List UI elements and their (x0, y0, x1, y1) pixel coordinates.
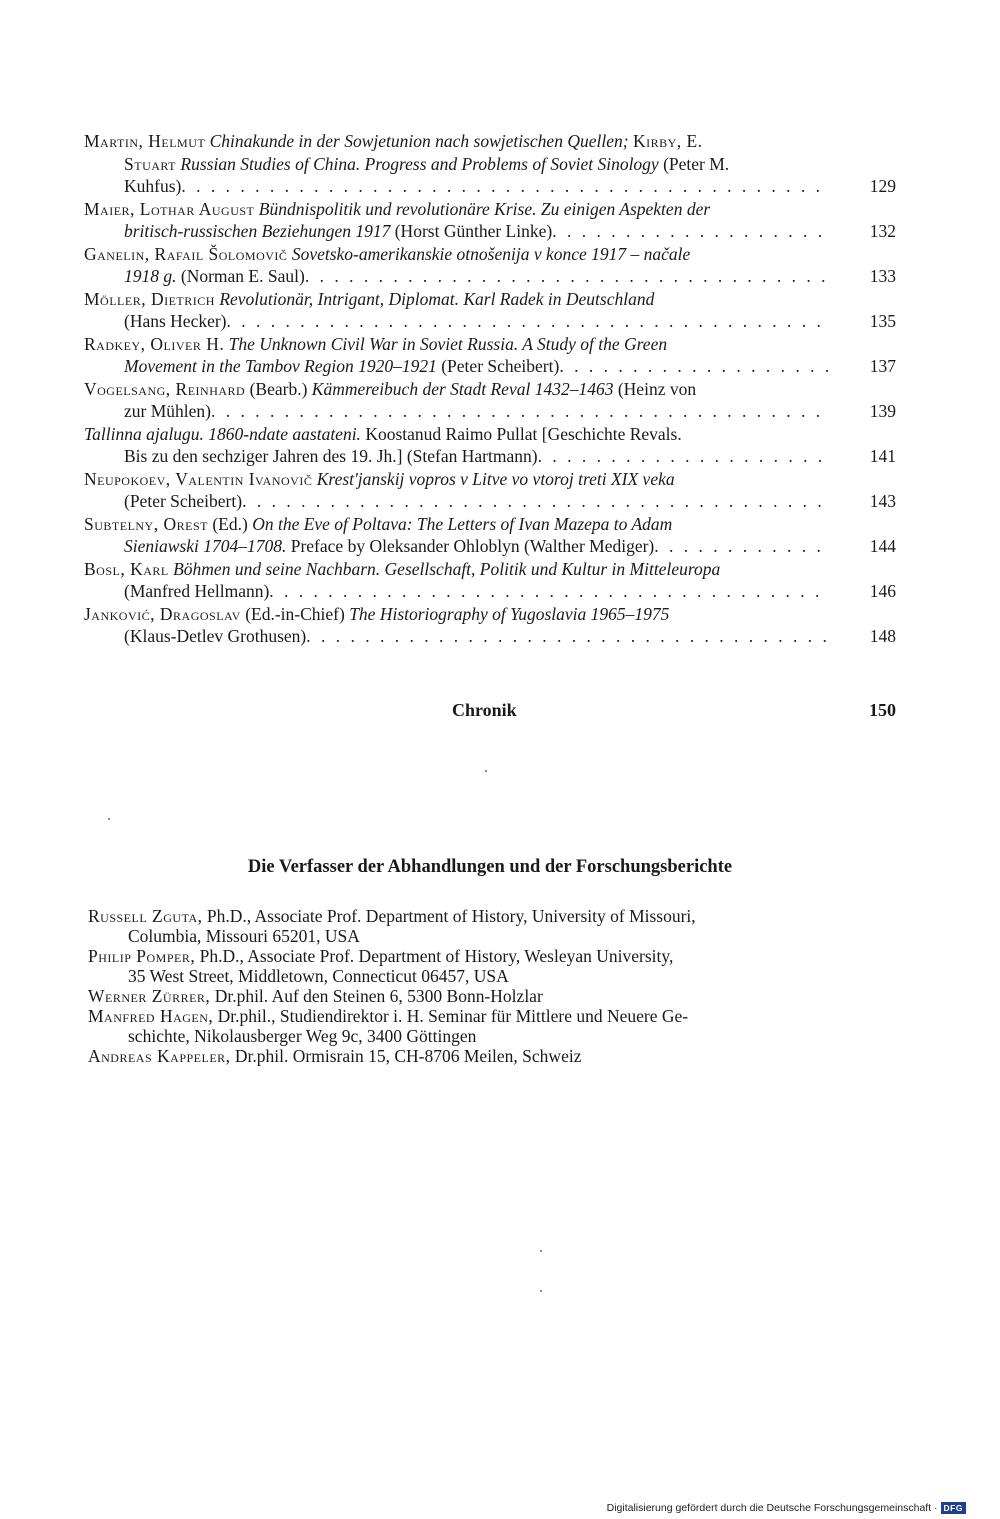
toc-entry-last-line (84, 625, 831, 648)
author-entry (88, 1046, 896, 1066)
toc-entry (84, 468, 896, 513)
book-title: Sieniawski 1704–1708. (124, 536, 287, 556)
leader-dots (305, 265, 831, 288)
author-name: Russell Zguta, (88, 906, 203, 926)
author-name: Stuart (124, 153, 177, 174)
page-number: 135 (869, 311, 896, 331)
page-number: 132 (869, 221, 896, 241)
leader-dots (654, 535, 831, 558)
reviewer: (Norman E. Saul) (180, 266, 305, 286)
reviewer: (Peter M. (663, 153, 730, 174)
author-affiliation: Ph.D., Associate Prof. Department of History, Wesleyan University, (199, 946, 674, 966)
reviewer: (Horst Günther Linke) (394, 221, 553, 241)
author-name: Martin, Helmut (84, 131, 206, 151)
reviewer: (Hans Hecker) (124, 311, 227, 331)
book-title: Bündnispolitik und revolutionäre Krise. Zu einigen Aspekten der (258, 198, 711, 219)
footer-text: Digitalisierung gefördert durch die Deutsche Forschungsgemeinschaft · (606, 1502, 938, 1514)
leader-dots (306, 625, 831, 648)
reviewer: (Heinz von (617, 378, 697, 399)
toc-entry (84, 198, 896, 243)
authors-list (88, 906, 896, 1066)
author-address: Columbia, Missouri 65201, USA (128, 926, 360, 946)
reviewer: (Manfred Hellmann) (124, 581, 270, 601)
author-name: Bosl, Karl (84, 558, 169, 579)
reviewer: (Peter Scheibert) (441, 356, 560, 376)
book-title: Böhmen und seine Nachbarn. Gesellschaft, Politik und Kultur in Mitteleuropa (173, 558, 721, 579)
author-affiliation: Ph.D., Associate Prof. Department of History, University of Missouri, (206, 906, 696, 926)
editor-note: (Ed.-in-Chief) (245, 603, 345, 624)
toc-entry-line (84, 603, 831, 626)
toc-entry-line (84, 333, 831, 356)
author-name: Radkey, Oliver H. (84, 333, 225, 354)
toc-entry (84, 423, 896, 468)
page-number: 139 (869, 401, 896, 421)
author-name: Manfred Hagen, (88, 1006, 214, 1026)
reviewer: zur Mühlen) (124, 401, 211, 421)
digitization-footer (607, 1502, 966, 1514)
author-affiliation: Dr.phil. Ormisrain 15, CH-8706 Meilen, Schweiz (234, 1046, 582, 1066)
author-name: Philip Pomper, (88, 946, 196, 966)
toc-entry-last-line (84, 535, 831, 558)
reviewer: Preface by Oleksander Ohloblyn (Walther Mediger) (290, 536, 655, 556)
toc-entry-line (84, 243, 831, 266)
toc-entry (84, 558, 896, 603)
reviewer: Bis zu den sechziger Jahren des 19. Jh.] (Stefan Hartmann) (124, 446, 538, 466)
page-number: 144 (869, 536, 896, 556)
book-title: Revolutionär, Intrigant, Diplomat. Karl Radek in Deutschland (219, 288, 655, 309)
author-entry (88, 986, 896, 1006)
toc-entry-last-line (84, 310, 831, 333)
leader-dots (538, 445, 831, 468)
authors-heading: Die Verfasser der Abhandlungen und der Forschungsberichte (247, 857, 733, 877)
toc-entry (84, 243, 896, 288)
toc-entry-last-line (84, 220, 831, 243)
book-title: Movement in the Tambov Region 1920–1921 (124, 356, 437, 376)
editor-note: (Bearb.) (249, 378, 308, 399)
toc-entry (84, 603, 896, 648)
book-title: On the Eve of Poltava: The Letters of Ivan Mazepa to Adam (252, 513, 673, 534)
leader-dots (211, 400, 831, 423)
page-number: 137 (869, 356, 896, 376)
book-title: Krest'janskij vopros v Litve vo vtoroj treti XIX veka (316, 468, 675, 489)
toc-entry-line (84, 130, 831, 153)
author-name: Neupokoev, Valentin Ivanovič (84, 468, 313, 489)
toc-entry-line (84, 378, 831, 401)
toc-entry-last-line (84, 175, 831, 198)
toc-entry-last-line (84, 400, 831, 423)
book-title: Kämmereibuch der Stadt Reval 1432–1463 (311, 378, 614, 399)
dfg-logo: DFG (941, 1502, 966, 1514)
editor-note: (Ed.) (212, 513, 248, 534)
author-name: Subtelny, Orest (84, 513, 208, 534)
author-name: Vogelsang, Reinhard (84, 378, 246, 399)
leader-dots (181, 175, 831, 198)
scan-speck (540, 1250, 542, 1252)
chronik-heading: Chronik (452, 700, 517, 720)
book-title: Chinakunde in der Sowjetunion nach sowjetischen Quellen; (209, 131, 629, 151)
author-address: 35 West Street, Middletown, Connecticut 06457, USA (128, 966, 509, 986)
toc-entry-last-line (84, 355, 831, 378)
scan-speck (485, 770, 487, 772)
author-name: Maier, Lothar August (84, 198, 255, 219)
author-name: Möller, Dietrich (84, 288, 215, 309)
leader-dots (559, 355, 831, 378)
toc-entry (84, 378, 896, 423)
book-title: The Unknown Civil War in Soviet Russia. A Study of the Green (228, 333, 668, 354)
author-entry (88, 1006, 896, 1046)
author-entry (88, 946, 896, 986)
book-title: Tallinna ajalugu. 1860-ndate aastateni. (84, 423, 361, 444)
book-title: 1918 g. (124, 266, 177, 286)
page-number: 129 (869, 176, 896, 196)
book-title: The Historiography of Yugoslavia 1965–1975 (349, 603, 670, 624)
author-name: Ganelin, Rafail Šolomovič (84, 243, 288, 264)
reviewer: (Klaus-Detlev Grothusen) (124, 626, 307, 646)
page-number: 150 (869, 700, 896, 720)
page-number: 146 (869, 581, 896, 601)
toc-entry (84, 288, 896, 333)
toc-entry-last-line (84, 580, 831, 603)
toc-entry-line (84, 468, 831, 491)
book-title: Russian Studies of China. Progress and Problems of Soviet Sinology (180, 153, 659, 174)
leader-dots (227, 310, 831, 333)
page-number: 141 (869, 446, 896, 466)
author-name: Kirby, E. (632, 131, 703, 151)
toc-entry-line (84, 423, 831, 446)
toc-entry-line (84, 513, 831, 536)
page-number: 148 (869, 626, 896, 646)
toc-entry (84, 130, 896, 198)
toc-entry-line (84, 288, 831, 311)
page-number: 133 (869, 266, 896, 286)
toc-entry (84, 333, 896, 378)
author-name: Werner Zürrer, (88, 986, 211, 1006)
book-subtitle: Koostanud Raimo Pullat [Geschichte Revals. (365, 423, 682, 444)
toc-entry-line (84, 153, 831, 176)
toc-entry-last-line (84, 445, 831, 468)
leader-dots (269, 580, 831, 603)
toc-entry (84, 513, 896, 558)
leader-dots (242, 490, 831, 513)
toc-entry-last-line (84, 265, 831, 288)
toc-entry-line (84, 198, 831, 221)
scan-speck (108, 818, 110, 820)
page-number: 143 (869, 491, 896, 511)
book-title: britisch-russischen Beziehungen 1917 (124, 221, 391, 241)
author-address: schichte, Nikolausberger Weg 9c, 3400 Göttingen (128, 1026, 477, 1046)
author-entry (88, 906, 896, 946)
leader-dots (552, 220, 831, 243)
book-title: Sovetsko-amerikanskie otnošenija v konce 1917 – načale (291, 243, 691, 264)
author-affiliation: Dr.phil. Auf den Steinen 6, 5300 Bonn-Holzlar (214, 986, 543, 1006)
toc-entry-last-line (84, 490, 831, 513)
toc-entry-line (84, 558, 831, 581)
toc-list (84, 130, 896, 648)
reviewer: (Peter Scheibert) (124, 491, 243, 511)
author-name: Janković, Dragoslav (84, 603, 241, 624)
author-affiliation: Dr.phil., Studiendirektor i. H. Seminar für Mittlere und Neuere Ge- (217, 1006, 689, 1026)
scan-speck (540, 1290, 542, 1292)
author-name: Andreas Kappeler, (88, 1046, 231, 1066)
reviewer: Kuhfus) (124, 176, 182, 196)
